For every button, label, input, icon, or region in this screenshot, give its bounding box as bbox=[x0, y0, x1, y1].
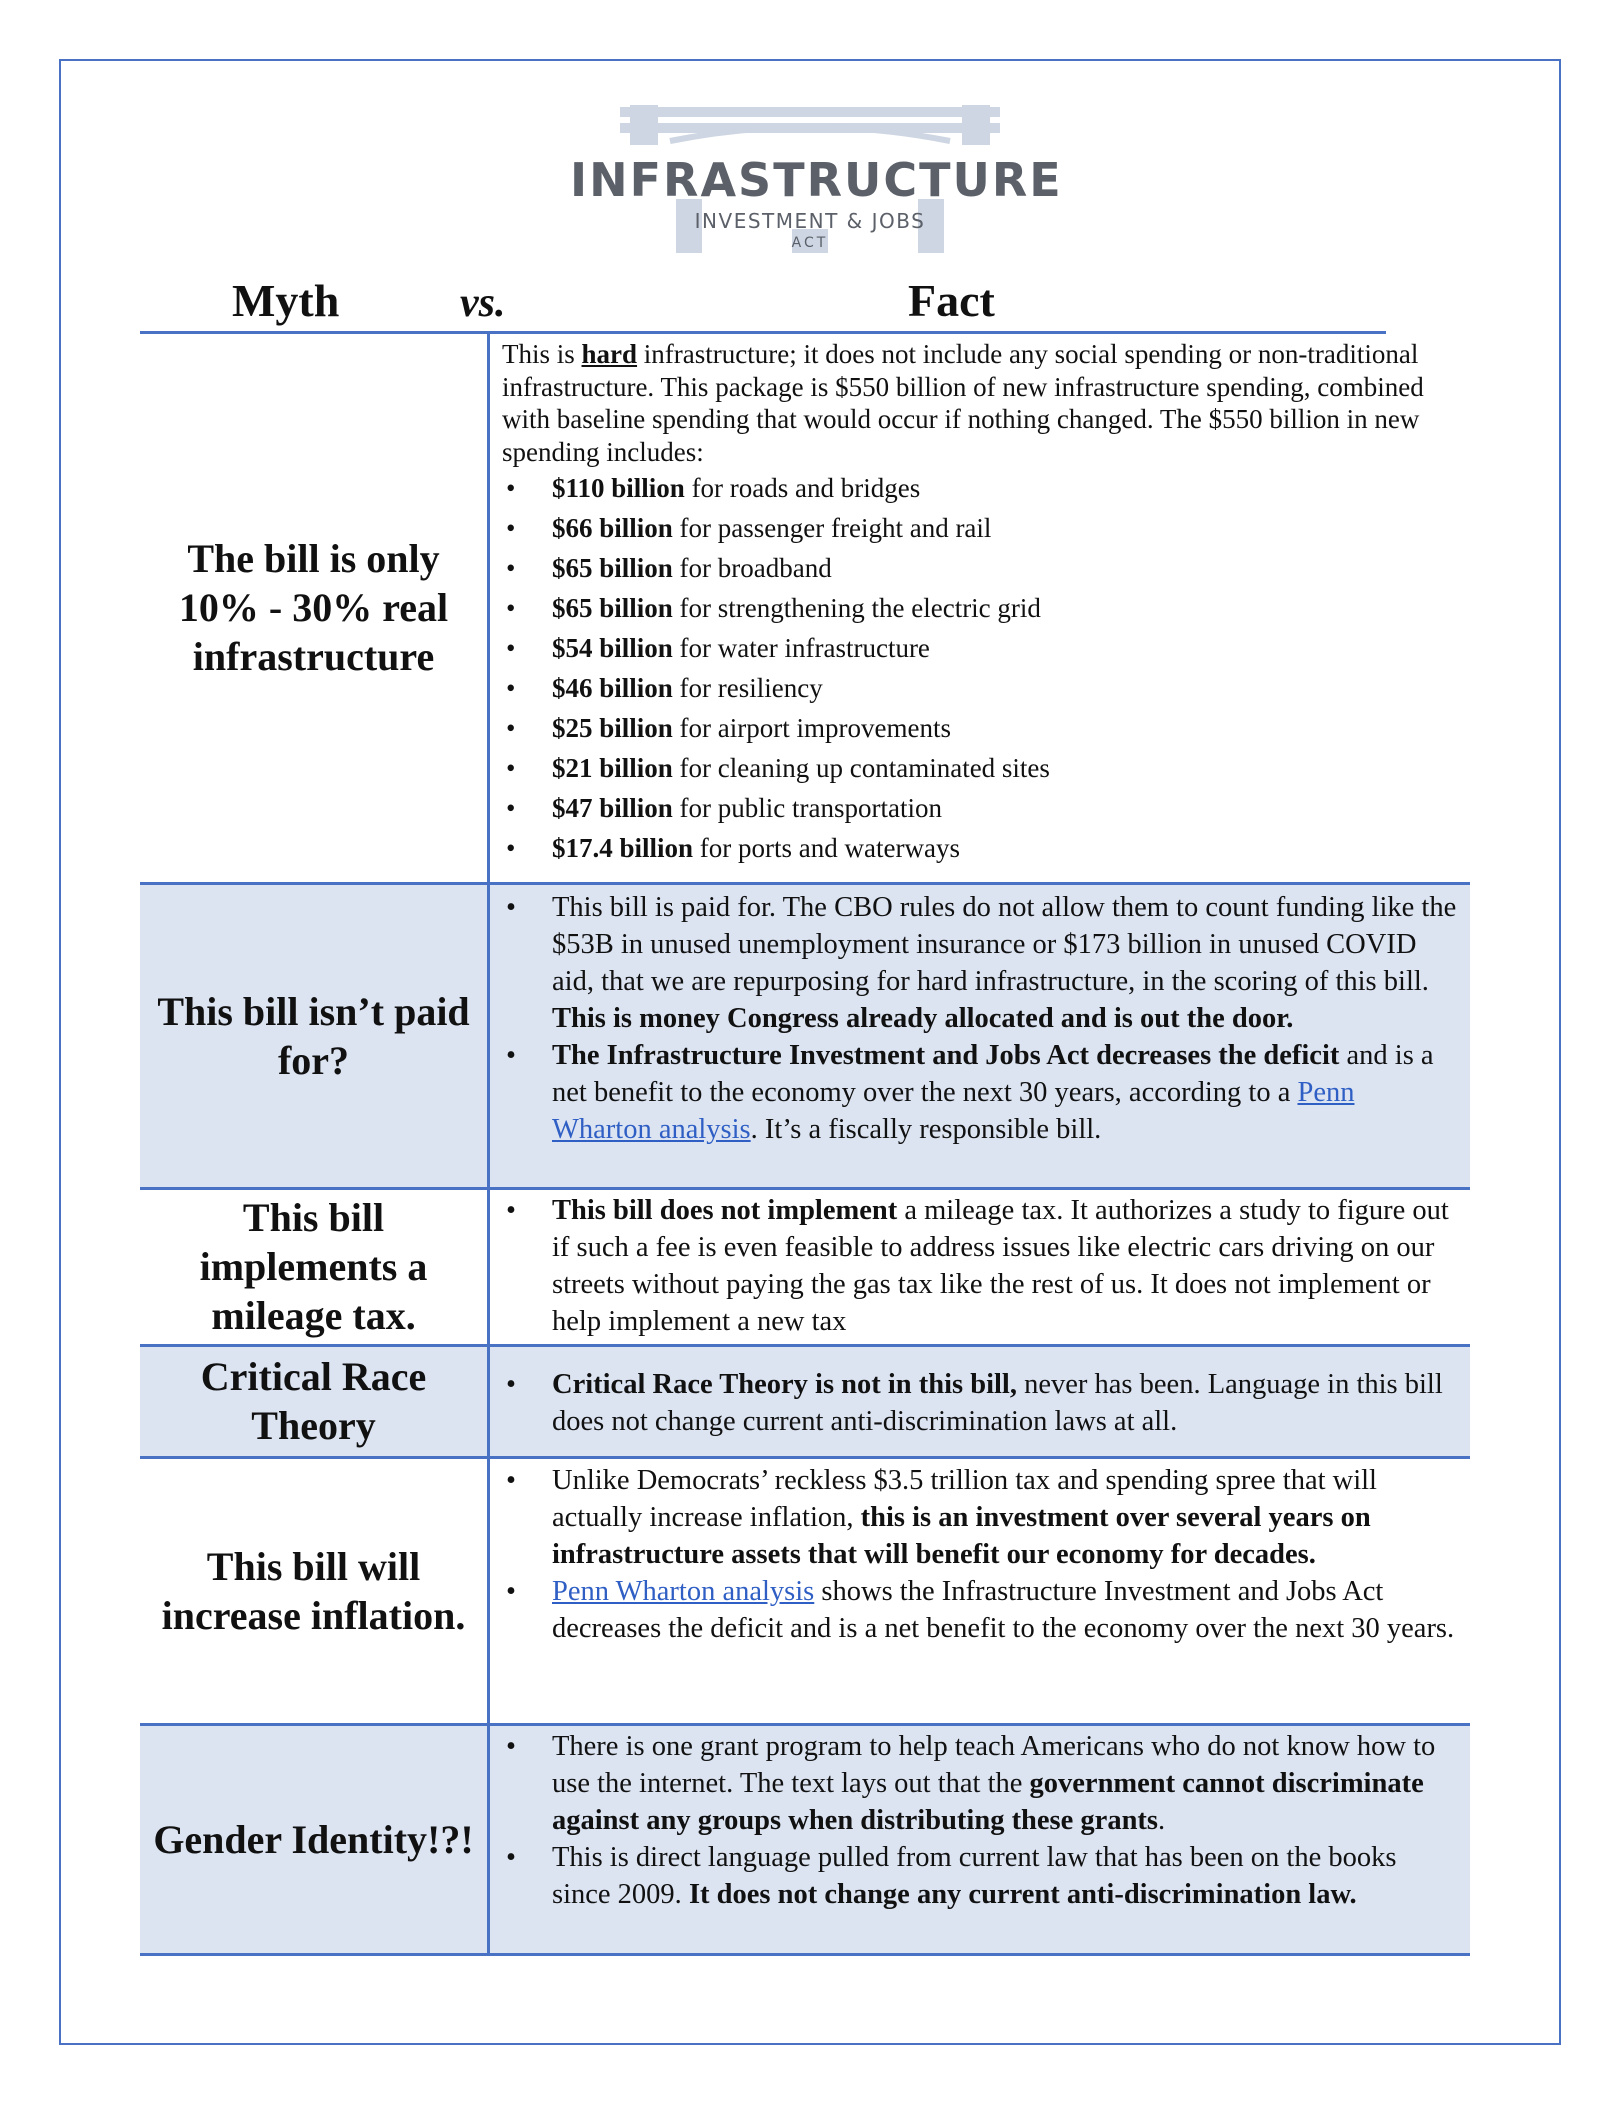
list-item bbox=[502, 708, 1460, 748]
fact-cell bbox=[502, 1728, 1460, 1913]
column-divider bbox=[487, 333, 490, 884]
list-item bbox=[502, 1462, 1460, 1573]
item-amount: $65 billion bbox=[552, 553, 673, 583]
list-item bbox=[502, 1728, 1460, 1839]
vs-heading: vs. bbox=[460, 280, 506, 326]
list-item bbox=[502, 1366, 1460, 1440]
logo-act: ACT bbox=[791, 235, 829, 251]
column-divider bbox=[487, 1459, 490, 1724]
item-text: for airport improvements bbox=[672, 713, 951, 743]
fact-list bbox=[502, 889, 1460, 1148]
fact-heading: Fact bbox=[908, 275, 995, 326]
fact-cell bbox=[502, 1192, 1460, 1340]
intro-text-rest: infrastructure; it does not include any social spending or non-traditional infrastructure. This package is $550 billion of new infrastructure spending, combined with baseline spending that would occur if nothing changed. The $550 billion in new spending includes: bbox=[502, 339, 1424, 467]
item-text: for ports and waterways bbox=[693, 833, 960, 863]
fact-list bbox=[502, 1366, 1460, 1440]
fact-text: never has been. Language in this bill does not change current anti-discrimination laws at all. bbox=[552, 1369, 1443, 1437]
fact-text: and is a net benefit to the economy over the next 30 years, according to a bbox=[552, 1040, 1434, 1108]
myth-cell: This bill isn’t paid for? bbox=[157, 988, 470, 1083]
item-amount: $25 billion bbox=[552, 713, 673, 743]
item-amount: $110 billion bbox=[552, 473, 685, 503]
intro-hard: hard bbox=[581, 339, 638, 369]
row-divider bbox=[140, 1953, 1470, 1956]
fact-text: Unlike Democrats’ reckless $3.5 trillion tax and spending spree that will actually increase inflation, bbox=[552, 1465, 1377, 1533]
list-item bbox=[502, 668, 1460, 708]
fact-text: This is direct language pulled from current law that has been on the books since 2009. bbox=[552, 1842, 1397, 1910]
list-item bbox=[502, 889, 1460, 1037]
column-divider bbox=[487, 885, 490, 1188]
list-item bbox=[502, 828, 1460, 868]
fact-text: . bbox=[1158, 1805, 1166, 1836]
fact-cell bbox=[502, 338, 1460, 868]
table-row bbox=[140, 1190, 1470, 1345]
myth-cell: Gender Identity!?! bbox=[153, 1816, 474, 1862]
fact-text: a mileage tax. It authorizes a study to figure out if such a fee is even feasible to address issues like electric cars driving on our streets without paying the gas tax like the rest of us. It does not implement or help implement a new tax bbox=[552, 1195, 1449, 1337]
item-text: for public transportation bbox=[672, 793, 942, 823]
myth-cell: This bill will increase inflation. bbox=[161, 1543, 466, 1638]
list-item bbox=[502, 628, 1460, 668]
list-item bbox=[502, 1192, 1460, 1340]
item-amount: $65 billion bbox=[552, 593, 673, 623]
logo-subtitle: INVESTMENT & JOBS bbox=[694, 209, 926, 233]
fact-emphasis: This is money Congress already allocated and is out the door. bbox=[552, 1003, 1294, 1034]
item-text: for passenger freight and rail bbox=[672, 513, 992, 543]
fact-cell bbox=[502, 1366, 1460, 1440]
fact-emphasis: government cannot discriminate against any groups when distributing these grants bbox=[552, 1768, 1424, 1836]
fact-text: This bill is paid for. The CBO rules do not allow them to count funding like the $53B in unused unemployment insurance or $173 billion in unused COVID aid, that we are repurposing for hard infrastructure, in the scoring of this bill. bbox=[552, 892, 1457, 997]
item-amount: $54 billion bbox=[552, 633, 673, 663]
item-amount: $21 billion bbox=[552, 753, 673, 783]
fact-emphasis: It does not change any current anti-discrimination law. bbox=[688, 1879, 1357, 1910]
item-text: for broadband bbox=[672, 553, 832, 583]
fact-cell bbox=[502, 889, 1460, 1148]
item-amount: $46 billion bbox=[552, 673, 673, 703]
item-text: for cleaning up contaminated sites bbox=[672, 753, 1050, 783]
myth-heading: Myth bbox=[232, 275, 340, 326]
myth-cell: Critical Race Theory bbox=[200, 1354, 427, 1448]
fact-emphasis: this is an investment over several years on infrastructure assets that will benefit our economy for decades. bbox=[552, 1502, 1371, 1570]
myth-cell: The bill is only 10% - 30% real infrastructure bbox=[178, 536, 449, 679]
fact-list bbox=[502, 1728, 1460, 1913]
item-text: for strengthening the electric grid bbox=[672, 593, 1041, 623]
logo-title: INFRASTRUCTURE bbox=[570, 153, 1063, 207]
table-row bbox=[140, 1347, 1470, 1457]
column-divider bbox=[487, 1726, 490, 1954]
fact-emphasis: This bill does not implement bbox=[552, 1195, 898, 1226]
fact-emphasis: The Infrastructure Investment and Jobs Act decreases the deficit bbox=[552, 1040, 1340, 1071]
fact-list bbox=[502, 1192, 1460, 1340]
list-item bbox=[502, 588, 1460, 628]
item-text: for water infrastructure bbox=[672, 633, 930, 663]
table-row bbox=[140, 1726, 1470, 1954]
intro-text: This is bbox=[502, 339, 582, 369]
list-item bbox=[502, 788, 1460, 828]
list-item bbox=[502, 1037, 1460, 1148]
fact-list bbox=[502, 1462, 1460, 1647]
fact-cell bbox=[502, 1462, 1460, 1647]
item-amount: $47 billion bbox=[552, 793, 673, 823]
list-item bbox=[502, 1573, 1460, 1647]
table-row bbox=[140, 333, 1470, 884]
list-item bbox=[502, 508, 1460, 548]
penn-wharton-link[interactable]: Penn Wharton analysis bbox=[552, 1077, 1355, 1145]
fact-text: shows the Infrastructure Investment and Jobs Act decreases the deficit and is a net benefit to the economy over the next 30 years. bbox=[552, 1576, 1455, 1644]
penn-wharton-link[interactable]: Penn Wharton analysis bbox=[552, 1576, 815, 1607]
fact-intro bbox=[502, 338, 1460, 468]
column-divider bbox=[487, 1190, 490, 1345]
fact-emphasis: Critical Race Theory is not in this bill, bbox=[552, 1369, 1017, 1400]
infrastructure-logo bbox=[570, 105, 1063, 255]
list-item bbox=[502, 548, 1460, 588]
fact-text: . It’s a fiscally responsible bill. bbox=[750, 1114, 1102, 1145]
myth-cell: This bill implements a mileage tax. bbox=[199, 1195, 428, 1338]
item-amount: $66 billion bbox=[552, 513, 673, 543]
fact-text: There is one grant program to help teach Americans who do not know how to use the internet. The text lays out that the bbox=[552, 1731, 1436, 1799]
spending-list bbox=[502, 468, 1460, 868]
list-item bbox=[502, 1839, 1460, 1913]
column-divider bbox=[487, 1347, 490, 1457]
list-item bbox=[502, 468, 1460, 508]
item-text: for roads and bridges bbox=[684, 473, 921, 503]
list-item bbox=[502, 748, 1460, 788]
table-row bbox=[140, 885, 1470, 1188]
table-row bbox=[140, 1459, 1470, 1724]
item-amount: $17.4 billion bbox=[552, 833, 694, 863]
item-text: for resiliency bbox=[672, 673, 823, 703]
